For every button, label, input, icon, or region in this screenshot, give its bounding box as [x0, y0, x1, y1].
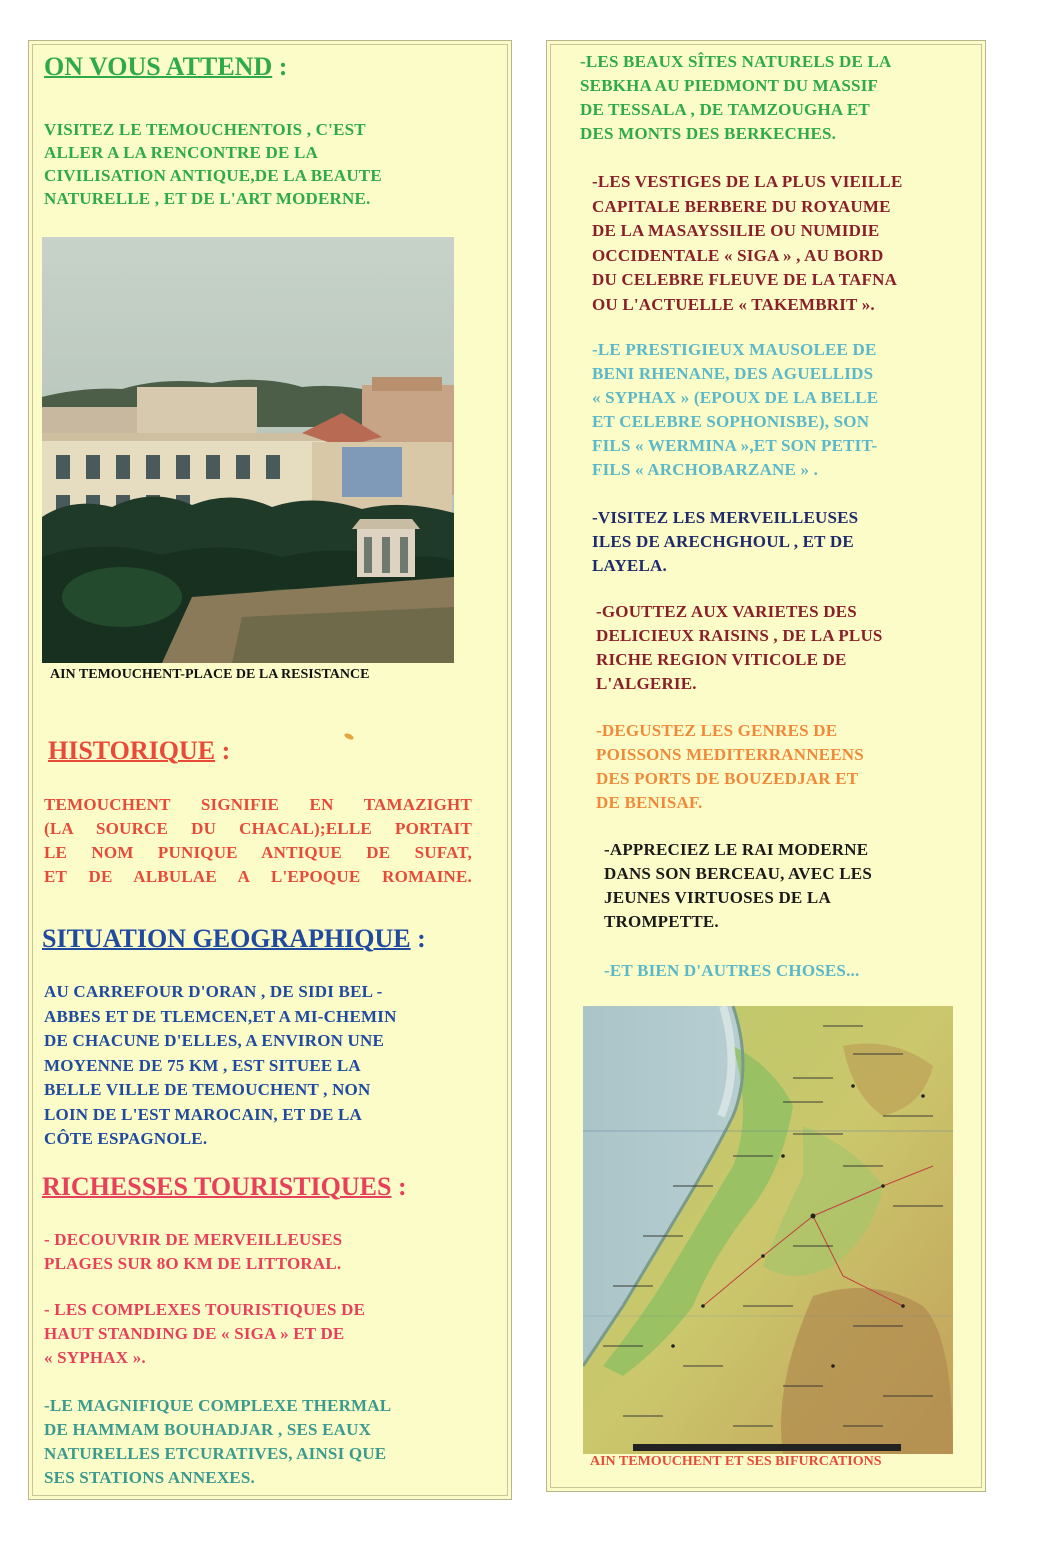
- item-iles: -VISITEZ LES MERVEILLEUSES ILES DE ARECHGHOUL , ET DE LAYELA.: [592, 508, 859, 575]
- region-map: [583, 1006, 953, 1454]
- item-raisins: -GOUTTEZ AUX VARIETES DES DELICIEUX RAISINS , DE LA PLUS RICHE REGION VITICOLE DE L'ALGERIE.: [596, 602, 883, 693]
- tourism-heading: [42, 1172, 407, 1202]
- tourism-item-beaches: - DECOUVRIR DE MERVEILLEUSES PLAGES SUR 8O KM DE LITTORAL.: [44, 1230, 343, 1273]
- welcome-heading-text: ON VOUS ATTEND: [44, 52, 273, 81]
- map-caption: AIN TEMOUCHENT ET SES BIFURCATIONS: [590, 1454, 882, 1469]
- welcome-heading-colon: :: [272, 52, 288, 81]
- welcome-heading: [44, 52, 287, 82]
- geo-heading-colon: :: [410, 924, 426, 953]
- item-mausolee: -LE PRESTIGIEUX MAUSOLEE DE BENI RHENANE, DES AGUELLIDS « SYPHAX » (EPOUX DE LA BELLE ET CELEBRE SOPHONISBE), SON FILS « WERMINA »,ET SON PETIT- FILS « ARCHOBARZANE » .: [592, 340, 879, 479]
- item-natural-sites: -LES BEAUX SÎTES NATURELS DE LA SEBKHA AU PIEDMONT DU MASSIF DE TESSALA , DE TAMZOUGHA ET DES MONTS DES BERKECHES.: [580, 52, 892, 143]
- welcome-text: VISITEZ LE TEMOUCHENTOIS , C'EST ALLER A LA RENCONTRE DE LA CIVILISATION ANTIQUE,DE LA BEAUTE NATURELLE , ET DE L'ART MODERNE.: [44, 120, 382, 208]
- place-resistance-photo: [42, 237, 454, 663]
- tourism-item-thermal: -LE MAGNIFIQUE COMPLEXE THERMAL DE HAMMAM BOUHADJAR , SES EAUX NATURELLES ETCURATIVES, AINSI QUE SES STATIONS ANNEXES.: [44, 1396, 392, 1487]
- history-heading-text: HISTORIQUE: [48, 736, 216, 765]
- history-text: TEMOUCHENT SIGNIFIE EN TAMAZIGHT (LA SOURCE DU CHACAL);ELLE PORTAIT LE NOM PUNIQUE ANTIQUE DE SUFAT, ET DE ALBULAE A L'EPOQUE ROMAINE.: [44, 795, 472, 886]
- item-rai: -APPRECIEZ LE RAI MODERNE DANS SON BERCEAU, AVEC LES JEUNES VIRTUOSES DE LA TROMPETTE.: [604, 840, 872, 931]
- item-siga-vestiges: -LES VESTIGES DE LA PLUS VIEILLE CAPITALE BERBERE DU ROYAUME DE LA MASAYSSILIE OU NUMIDIE OCCIDENTALE « SIGA » , AU BORD DU CELEBRE FLEUVE DE LA TAFNA OU L'ACTUELLE « TAKEMBRIT ».: [592, 172, 903, 314]
- tourism-heading-text: RICHESSES TOURISTIQUES: [42, 1172, 392, 1201]
- geo-text: AU CARREFOUR D'ORAN , DE SIDI BEL - ABBES ET DE TLEMCEN,ET A MI-CHEMIN DE CHACUNE D'ELLES, A ENVIRON UNE MOYENNE DE 75 KM , EST SITUEE LA BELLE VILLE DE TEMOUCHENT , NON LOIN DE L'EST MAROCAIN, ET DE LA CÔTE ESPAGNOLE.: [44, 982, 397, 1148]
- photo-caption: AIN TEMOUCHENT-PLACE DE LA RESISTANCE: [50, 667, 370, 682]
- tourism-heading-colon: :: [391, 1172, 407, 1201]
- item-autres: -ET BIEN D'AUTRES CHOSES...: [604, 961, 860, 980]
- history-heading: [48, 736, 230, 766]
- geo-heading: [42, 924, 426, 954]
- item-poissons: -DEGUSTEZ LES GENRES DE POISSONS MEDITERRANNEENS DES PORTS DE BOUZEDJAR ET DE BENISAF.: [596, 721, 864, 812]
- tourism-item-complexes: - LES COMPLEXES TOURISTIQUES DE HAUT STANDING DE « SIGA » ET DE « SYPHAX ».: [44, 1300, 366, 1367]
- history-heading-colon: :: [215, 736, 231, 765]
- geo-heading-text: SITUATION GEOGRAPHIQUE: [42, 924, 411, 953]
